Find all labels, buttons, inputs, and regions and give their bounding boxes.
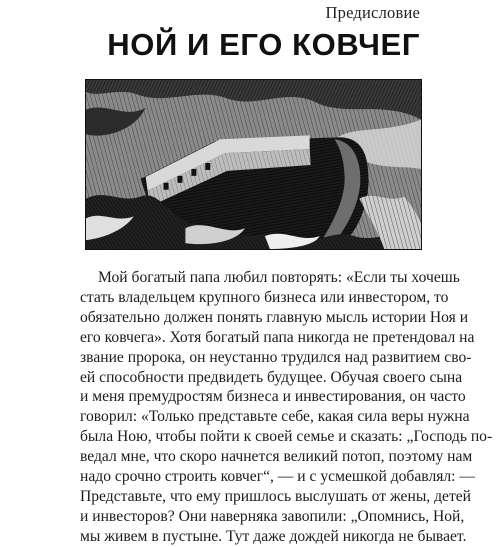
- text-line: Мой богатый папа любил повторять: «Если ты хочешь: [98, 269, 460, 286]
- text-line: обязательно должен понять главную мысль истории Ноя и: [80, 308, 469, 326]
- text-line: была Ною, чтобы пойти к своей семье и сказать: „Господь по-: [80, 428, 493, 446]
- text-line: ей способности предвидеть будущее. Обучая своего сына: [80, 368, 463, 386]
- chapter-title: НОЙ И ЕГО КОВЧЕГ: [107, 27, 420, 62]
- section-label: Предисловие: [325, 3, 420, 22]
- body-text: [80, 268, 493, 547]
- text-line: звание пророка, он неустанно трудился над развитием сво-: [80, 348, 472, 366]
- text-line: надо срочно строить ковчег“, — и с усмешкой добавлял: —: [80, 468, 476, 486]
- text-line: и меня премудростям бизнеса и инвестирования, он часто: [80, 388, 466, 406]
- ark-illustration: [85, 79, 422, 250]
- text-line: и инвесторов? Они наверняка завопили: „Опомнись, Ной,: [80, 507, 465, 525]
- text-line: мы живем в пустыне. Тут даже дождей никогда не бывает.: [80, 527, 467, 545]
- ark-engraving: [86, 80, 421, 249]
- text-line: стать владельцем крупного бизнеса или инвестором, то: [80, 288, 449, 306]
- text-line: Представьте, что ему пришлось выслушать от жены, детей: [80, 487, 472, 505]
- text-line: его ковчега». Хотя богатый папа никогда не претендовал на: [80, 328, 475, 346]
- text-line: ведал мне, что скоро начнется великий потоп, поэтому нам: [80, 448, 473, 466]
- text-line: говорил: «Только представьте себе, какая сила веры нужна: [80, 408, 470, 426]
